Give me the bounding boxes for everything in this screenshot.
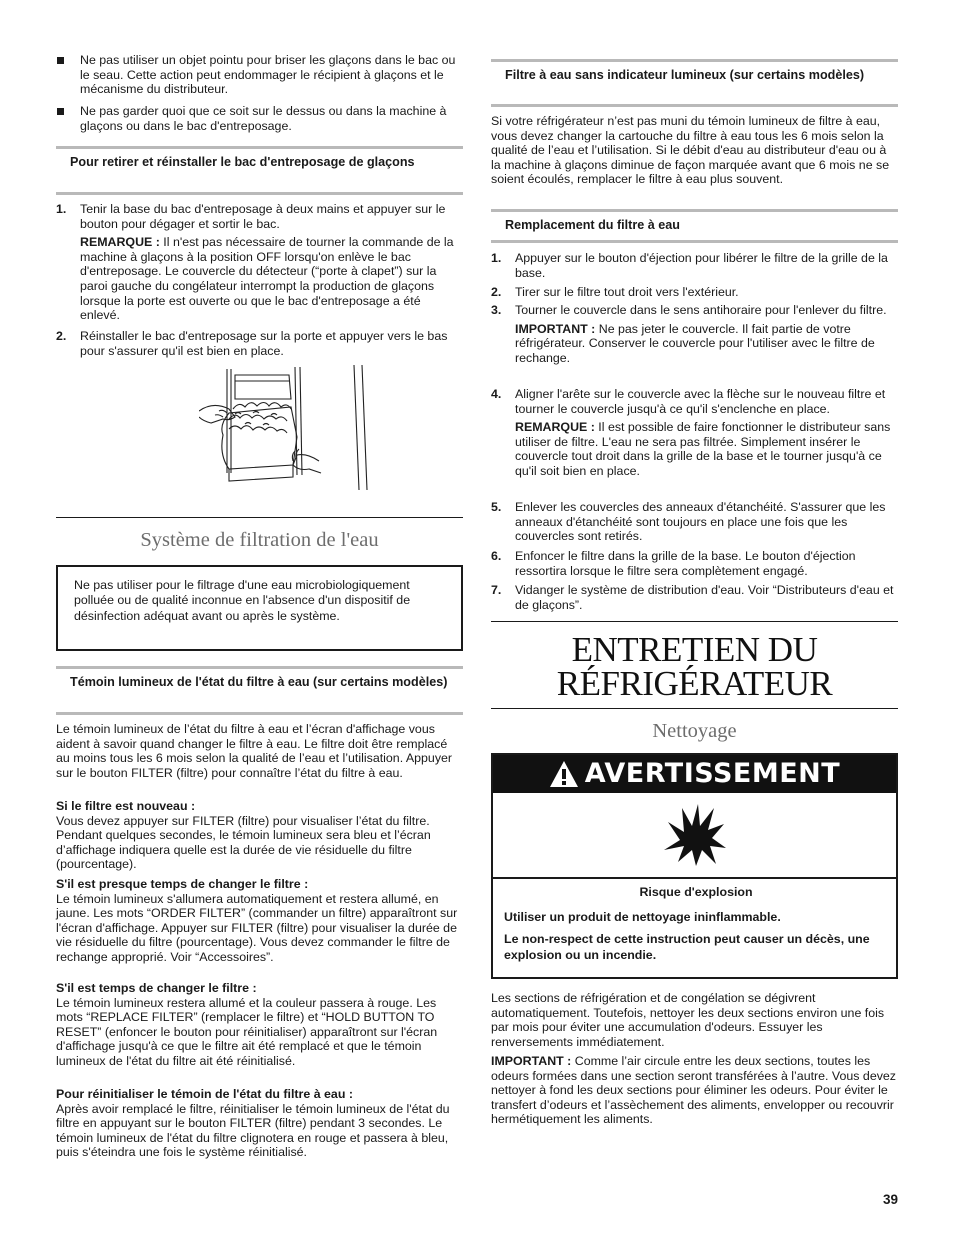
case-time-to-change: S'il est temps de changer le filtre : Le témoin lumineux restera allumé et la couleur passera à rouge. Les mots “REPLACE FILTER” (remplacer le filtre) et “HOLD BUTTON TO RESET” (enfoncer le bouton pour réinitialiser) apparaîtront sur l'écran d'affichage jusqu'à ce que le filtre ait été remplacé et que le témoin lumineux de l'état du filtre ait été réinitialisé. bbox=[56, 981, 438, 1068]
chapter-title bbox=[491, 630, 898, 703]
ice-bin-illustration bbox=[199, 365, 374, 490]
remove-bin-heading: Pour retirer et réinstaller le bac d'entreposage de glaçons bbox=[56, 146, 463, 195]
replace-step-2: 2. Tirer sur le filtre tout droit vers l'extérieur. bbox=[491, 285, 739, 299]
replace-step-3: 3. Tourner le couvercle dans le sens antihoraire pour l'enlever du filtre. IMPORTANT : Ne pas jeter le couvercle. Il fait partie de votre réfrigérateur. Conserver le couvercle pour l'utiliser avec le filtre de rechange. bbox=[491, 303, 898, 365]
replace-step-4-note: REMARQUE : Il est possible de faire fonctionner le distributeur sans utiliser de filtre. L'eau ne sera pas filtrée. Simplement insérer le couvercle tout droit dans la grille de la base et le tourner jusqu'à ce qu'il soit bien en place. bbox=[515, 420, 891, 478]
replace-step-4: 4. Aligner l'arête sur le couvercle avec la flèche sur le nouveau filtre et tourner le couvercle jusqu'à ce qu'il s'enclenche en place. REMARQUE : Il est possible de faire fonctionner le distributeur sans utiliser de filtre. L'eau ne sera pas filtrée. Simplement insérer le couvercle tout droit dans la grille de la base et le tourner jusqu'à ce qu'il soit bien en place. bbox=[491, 387, 898, 479]
case-new-filter: Si le filtre est nouveau : Vous devez appuyer sur FILTER (filtre) pour visualiser l’état du filtre. Pendant quelques secondes, le témoin lumineux sera bleu et l’écran d’affichage indiquera quelle est la durée de vie résiduelle du filtre (pourcentage). bbox=[56, 799, 431, 872]
bullet-item bbox=[56, 104, 463, 133]
filter-warning-box bbox=[56, 565, 463, 651]
filter-warning-text: Ne pas utiliser pour le filtrage d'une eau microbiologiquement polluée ou de qualité inconnue en l'absence d'un dispositif de désinfection adéquat avant ou après le système. bbox=[74, 578, 411, 623]
case-reset: Pour réinitialiser le témoin de l'état du filtre à eau : Après avoir remplacé le filtre, réinitialiser le témoin lumineux de l'état du filtre en appuyant sur le bouton FILTER (filtre) pendant 3 secondes. Le témoin lumineux de l'état du filtre clignotera en rouge et passera à bleu, puis s'éteindra une fois le système réinitialisé. bbox=[56, 1087, 450, 1160]
bullet-square-icon bbox=[57, 108, 64, 115]
page-number: 39 bbox=[882, 1192, 898, 1207]
remove-step-1: 1. Tenir la base du bac d'entreposage à deux mains et appuyer sur le bouton pour dégager et sortir le bac. REMARQUE : Il n'est pas nécessaire de tourner la commande de la machine à glaçons à la position OFF lorsqu'on enlève le bac d'entreposage. Le couvercle du détecteur (“porte à clapet”) sur la paroi gauche du congélateur interrompt la production de glaçons lorsque la porte est ouverte ou que le bac d'entreposage a été enlevé. bbox=[56, 202, 463, 323]
filter-system-title: Système de filtration de l'eau bbox=[140, 529, 379, 551]
bullet-item bbox=[56, 53, 463, 97]
warning-triangle-icon bbox=[549, 760, 579, 788]
remove-step-2: 2. Réinstaller le bac d'entreposage sur la porte et appuyer vers le bas pour s'assurer qu'il est bien en place. bbox=[56, 329, 448, 358]
indicator-intro: Le témoin lumineux de l’état du filtre à eau et l’écran d'affichage vous aident à savoir quand changer le filtre à eau. Le filtre doit être remplacé au moins tous les 6 mois selon la qualité de l’eau et l’utilisation. Appuyer sur le bouton FILTER (filtre) pour connaître l’état du filtre à eau. bbox=[56, 722, 453, 780]
replace-step-7: 7. Vidanger le système de distribution d'eau. Voir “Distributeurs d'eau et de glaçons”. bbox=[491, 583, 894, 612]
no-indicator-heading: Filtre à eau sans indicateur lumineux (sur certains modèles) bbox=[491, 59, 898, 107]
warning-risk: Risque d'explosion bbox=[639, 885, 753, 899]
bullet-square-icon bbox=[57, 57, 64, 64]
warning-header bbox=[493, 755, 896, 793]
replace-step-1: 1. Appuyer sur le bouton d'éjection pour libérer le filtre de la grille de la base. bbox=[491, 251, 888, 280]
remove-step-1-note: REMARQUE : Il n'est pas nécessaire de tourner la commande de la machine à glaçons à la position OFF lorsqu'on enlève le bac d'entreposage. Le couvercle du détecteur (“porte à clapet”) sur la paroi gauche du congélateur interrompt la production de glaçons lorsque la porte est ouverte ou que le bac d'entreposage a été enlevé. bbox=[80, 235, 454, 323]
bullet-text: Ne pas utiliser un objet pointu pour briser les glaçons dans le bac ou le seau. Cette action peut endommager le récipient à glaçons et le mécanisme du distributeur. bbox=[80, 53, 456, 97]
bullet-text: Ne pas garder quoi que ce soit sur le dessus ou dans la machine à glaçons ou dans le bac d'entreposage. bbox=[80, 104, 447, 133]
cleaning-important: IMPORTANT : Comme l’air circule entre les deux sections, toutes les odeurs formées dans une section seront transférées à l’autre. Vous devez nettoyer à fond les deux sections pour éliminer les odeurs. Pour éviter le transfert d’odeurs et l’assèchement des aliments, envelopper ou recouvrir hermétiquement les aliments. bbox=[491, 1054, 896, 1127]
replace-filter-heading: Remplacement du filtre à eau bbox=[491, 209, 898, 243]
cleaning-title: Nettoyage bbox=[652, 720, 737, 742]
warning-box bbox=[491, 753, 898, 979]
warning-line-1: Utiliser un produit de nettoyage ininflammable. bbox=[504, 909, 781, 924]
case-almost-time: S'il est presque temps de changer le filtre : Le témoin lumineux s'allumera automatiquement et restera allumé, en jaune. Les mots “ORDER FILTER” (commander un filtre) apparaîtront sur l'écran d'affichage. Appuyer sur FILTER (filtre) pour visualiser la durée de vie résiduelle du filtre (pourcentage). Vous devez commander le filtre de rechange approprié. Voir “Accessoires”. bbox=[56, 877, 458, 964]
cleaning-text: Les sections de réfrigération et de congélation se dégivrent automatiquement. Toutefois, nettoyer les deux sections environ une fois par mois pour éviter une accumulation d'odeurs. Essuyer les renversements immédiatement. bbox=[491, 991, 885, 1049]
replace-step-3-note: IMPORTANT : Ne pas jeter le couvercle. Il fait partie de votre réfrigérateur. Conserver le couvercle pour l'utiliser avec le filtre de rechange. bbox=[515, 321, 875, 365]
chapter-bottom-rule bbox=[491, 708, 898, 709]
warning-text bbox=[493, 879, 896, 971]
section-divider bbox=[56, 517, 463, 518]
no-indicator-text: Si votre réfrigérateur n’est pas muni du témoin lumineux de filtre à eau, vous devez changer la cartouche du filtre à eau tous les 6 mois selon la qualité de l’eau et l’utilisation. Si le débit d'eau au distributeur d'eau ou à la machine à glaçons diminue de façon marquée avant que 6 mois ne se soient écoulés, remplacer le filtre à eau plus souvent. bbox=[491, 114, 890, 187]
replace-step-5: 5. Enlever les couvercles des anneaux d'étanchéité. S'assurer que les anneaux d'étanchéité sont toujours en place une fois que les couvercles sont retirés. bbox=[491, 500, 886, 544]
indicator-heading: Témoin lumineux de l'état du filtre à eau (sur certains modèles) bbox=[56, 666, 463, 715]
explosion-icon-area bbox=[493, 793, 896, 879]
warning-line-2: Le non-respect de cette instruction peut causer un décès, une explosion ou un incendie. bbox=[504, 932, 870, 962]
chapter-top-rule bbox=[491, 621, 898, 622]
warning-header-text: AVERTISSEMENT bbox=[584, 757, 841, 789]
chapter-title-line1: ENTRETIEN DU bbox=[571, 630, 818, 669]
chapter-title-line2: RÉFRIGÉRATEUR bbox=[556, 664, 833, 703]
replace-step-6: 6. Enfoncer le filtre dans la grille de la base. Le bouton d'éjection ressortira lorsque le filtre sera complètement engagé. bbox=[491, 549, 856, 578]
explosion-icon bbox=[662, 802, 728, 868]
